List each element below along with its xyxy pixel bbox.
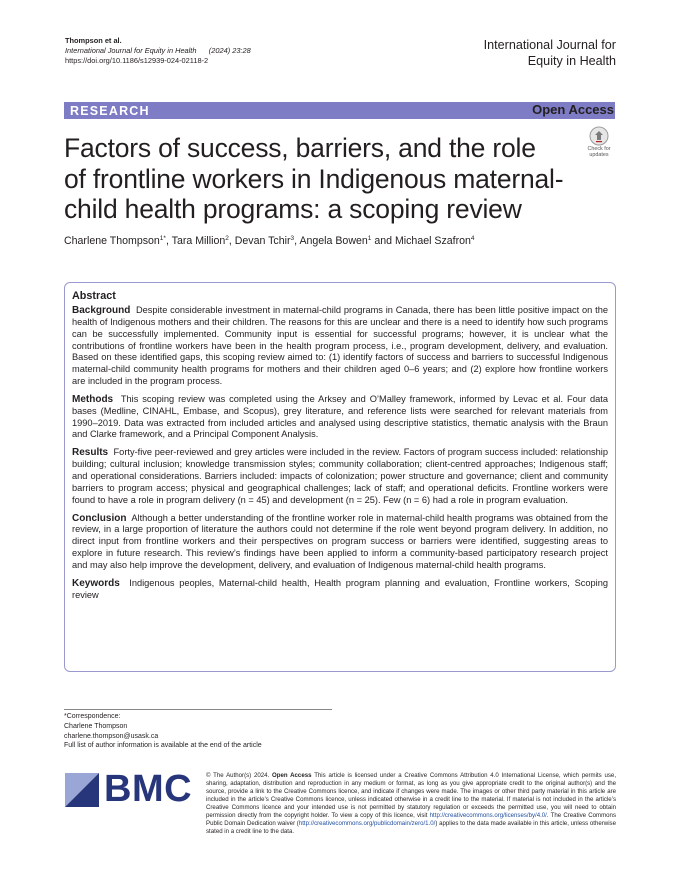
- check-updates-text: [583, 147, 615, 159]
- article-title: [64, 133, 574, 225]
- author-name: Devan Tchir: [234, 235, 291, 247]
- journal-name: [396, 37, 616, 69]
- open-access-label: Open Access: [532, 102, 614, 117]
- abstract-box: [64, 282, 616, 672]
- abstract-heading: Abstract: [72, 290, 116, 302]
- author-affiliation: 3: [290, 235, 295, 242]
- section-text: Despite considerable investment in maternal-child programs in Canada, there has been little positive impact on the health of Indigenous mothers and their children. The reasons for this are unclear and there is a need to identify how such programs can be successfully implemented. Community input is essential for successful programs; however, it is unclear what the contributions of frontline workers have been in the health program process, i.e., program development, delivery, and evaluation. Based on these identified gaps, this scoping review aimed to: (1) identify factors of success and barriers to successful Indigenous maternal-child community health programs for mothers and their children aged 0–6 years; and (2) explore how frontline workers are included in the program process.: [72, 305, 608, 387]
- bmc-logo-icon: [65, 773, 99, 807]
- running-header: [65, 36, 365, 66]
- license-link-cc0[interactable]: http://creativecommons.org/publicdomain/zero/1.0/: [298, 820, 436, 828]
- section-head: Results: [72, 447, 109, 459]
- author-name: Tara Million: [171, 235, 226, 247]
- license-body: . The Creative Commons Public Domain Dedication waiver (: [206, 812, 616, 828]
- author-affiliation: 4: [470, 235, 475, 242]
- check-updates-icon: [589, 126, 609, 146]
- correspondence: [64, 712, 364, 751]
- section-text: This scoping review was completed using the Arksey and O’Malley framework, informed by Levac et al. Four data bases (Medline, CINAHL, Embase, and Scopus), grey literature, and reference lists were searched for relevant materials from 1990–2019. Data was extracted from included articles and analysed using descriptive statistics, thematic analysis with the Braun and Clarke framework, and a Principal Component Analysis.: [72, 393, 608, 440]
- header-authors: Thompson et al.: [65, 36, 122, 45]
- section-head: Background: [72, 305, 131, 316]
- check-updates-line1: Check for: [587, 146, 611, 152]
- author-separator: ,: [165, 235, 172, 247]
- header-citation-line: [65, 46, 365, 56]
- license-link-cc-by[interactable]: http://creativecommons.org/licenses/by/4.0/: [429, 812, 547, 820]
- section-head: Keywords: [72, 577, 120, 589]
- author-separator: ,: [228, 235, 235, 247]
- header-doi[interactable]: https://doi.org/10.1186/s12939-024-02118-2: [65, 56, 209, 65]
- license-body: ) applies to the data made available in this article, unless otherwise stated in a credit line to the data.: [206, 820, 616, 836]
- section-text: Forty-five peer-reviewed and grey articles were included in the review. Factors of program success included: relationship building; cultural inclusion; knowledge transmission styles; community collaboration; client-centred approaches; Indigenous staff; and operational considerations. Barriers included: impacts of colonization; power structure and governance; client and community barriers to program access; physical and geographical challenges; lack of staff; and operational deficits. Frontline workers were found to have a role in program delivery (n = 45) and development (n = 25). Few (n = 6) had a role in program evaluation.: [72, 447, 609, 505]
- journal-name-line2: Equity in Health: [527, 54, 616, 68]
- abstract-background: [72, 305, 608, 388]
- correspondence-name: Charlene Thompson: [64, 722, 128, 730]
- abstract-results: [72, 447, 608, 506]
- abstract-conclusion: [72, 513, 608, 572]
- header-journal: International Journal for Equity in Health: [65, 46, 197, 55]
- article-type-label: RESEARCH: [70, 104, 150, 118]
- copyright: © The Author(s) 2024.: [206, 772, 270, 779]
- abstract-keywords: [72, 578, 608, 602]
- author-affiliation: 1: [367, 235, 372, 242]
- author-name: Michael Szafron: [394, 235, 471, 247]
- header-citation: (2024) 23:28: [208, 46, 251, 55]
- title-line: Factors of success, barriers, and the role: [64, 133, 536, 163]
- author-affiliation: 1*: [159, 235, 166, 242]
- title-line: of frontline workers in Indigenous maternal-: [64, 163, 564, 194]
- section-head: Conclusion: [72, 512, 127, 524]
- correspondence-email[interactable]: charlene.thompson@usask.ca: [64, 732, 159, 740]
- author-separator: and: [371, 235, 395, 247]
- author-affiliation: 2: [225, 235, 229, 242]
- section-text: Indigenous peoples, Maternal-child health, Health program planning and evaluation, Frontline workers, Scoping review: [72, 577, 608, 600]
- license-body: This article is licensed under a Creative Commons Attribution 4.0 International License, which permits use, sharing, adaptation, distribution and reproduction in any medium or format, as long as you give appropriate credit to the original author(s) and the source, provide a link to the Creative Commons licence, and indicate if changes were made. The images or other third party material in this article are included in the article’s Creative Commons licence, unless indicated otherwise in a credit line to the material. If material is not included in the article’s Creative Commons licence and your intended use is not permitted by statutory regulation or exceeds the permitted use, you will need to obtain permission directly from the copyright holder. To view a copy of this licence, visit: [206, 772, 617, 820]
- author-name: Angela Bowen: [299, 235, 368, 247]
- bmc-logo: [65, 770, 195, 810]
- check-updates-line2: updates: [589, 151, 609, 158]
- author-name: Charlene Thompson: [64, 235, 160, 247]
- footnote-divider: [64, 709, 332, 710]
- license-text: [206, 772, 616, 836]
- author-list: [64, 234, 624, 248]
- section-head: Methods: [72, 393, 114, 405]
- correspondence-label: *Correspondence:: [64, 713, 121, 720]
- license-open-access: Open Access: [272, 772, 312, 779]
- journal-name-line1: International Journal for: [483, 38, 616, 52]
- author-separator: ,: [294, 235, 300, 247]
- abstract-methods: [72, 394, 608, 441]
- section-text: Although a better understanding of the frontline worker role in maternal-child health programs was obtained from the review, in a large proportion of literature the authors could not determine if the role went beyond program delivery. In addition, no direct input from frontline workers and their perspectives on program success or barriers were identified, suggesting areas to explore in future research. This review’s findings have been applied to inform a community-based participatory research project and may also help improve the development, delivery, and evaluation of Indigenous maternal-child health programs.: [72, 512, 608, 570]
- correspondence-note: Full list of author information is available at the end of the article: [64, 742, 262, 750]
- title-line: child health programs: a scoping review: [64, 194, 522, 224]
- bmc-logo-text: BMC: [104, 768, 193, 810]
- check-for-updates-badge[interactable]: [583, 126, 615, 158]
